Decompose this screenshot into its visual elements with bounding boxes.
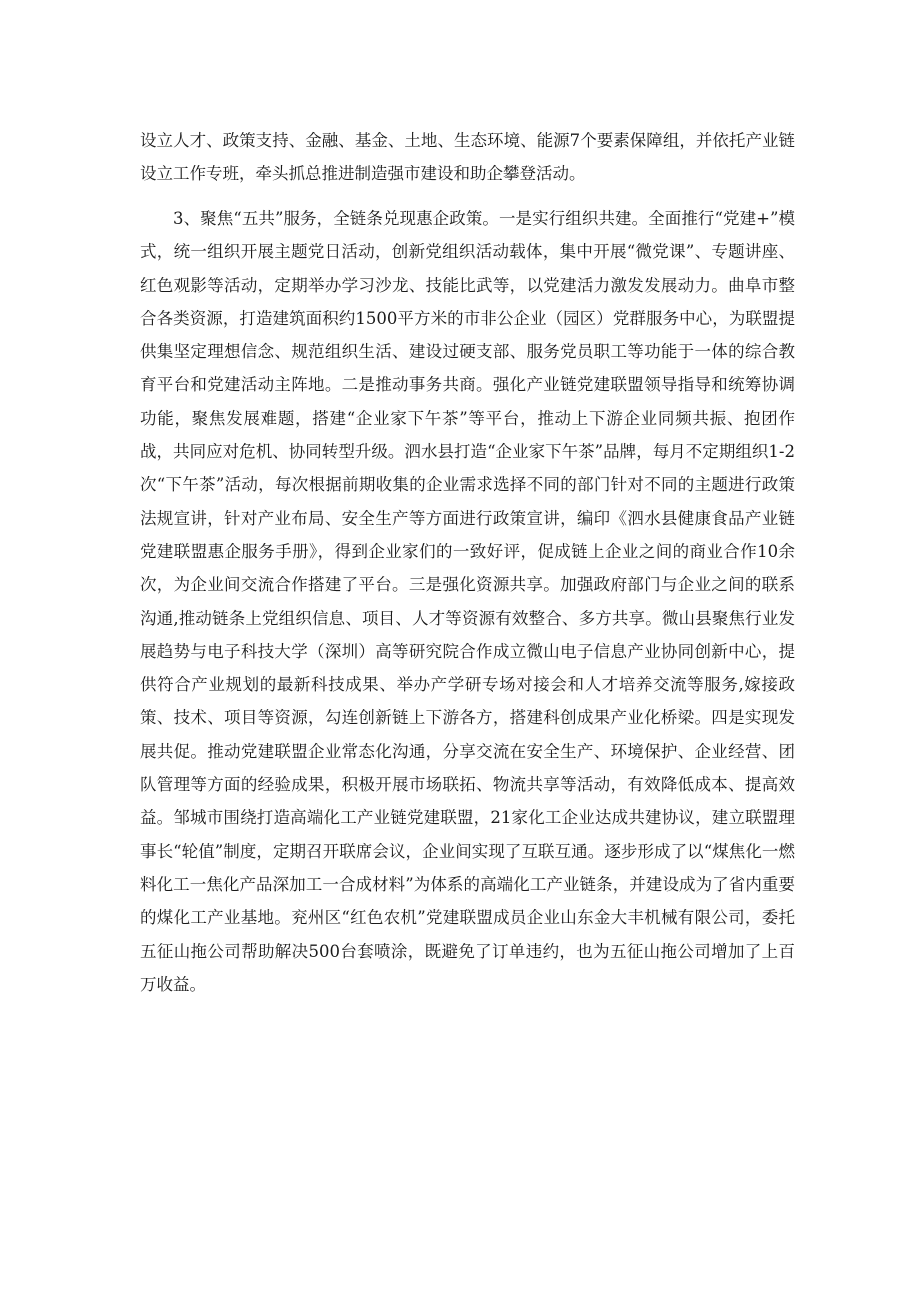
- paragraph-1-text: 设立人才、政策支持、金融、基金、土地、生态环境、能源7个要素保障组，并依托产业链设立工作专班，牵头抓总推进制造强市建设和助企攀登活动。: [140, 131, 795, 184]
- paragraph-2-text: 3、聚焦“五共”服务，全链条兑现惠企政策。一是实行组织共建。全面推行“党建+”模式，统一组织开展主题党日活动，创新党组织活动载体，集中开展“微党课”、专题讲座、红色观影等活动，定期举办学习沙龙、技能比武等，以党建活力激发发展动力。曲阜市整合各类资源，打造建筑面积约1500平方米的市非公企业（园区）党群服务中心，为联盟提供集坚定理想信念、规范组织生活、建设过硬支部、服务党员职工等功能于一体的综合教育平台和党建活动主阵地。二是推动事务共商。强化产业链党建联盟领导指导和统筹协调功能，聚焦发展难题，搭建“企业家下午茶”等平台，推动上下游企业同频共振、抱团作战，共同应对危机、协同转型升级。泗水县打造“企业家下午茶”品牌，每月不定期组织1-2次“下午茶”活动，每次根据前期收集的企业需求选择不同的部门针对不同的主题进行政策法规宣讲，针对产业布局、安全生产等方面进行政策宣讲，编印《泗水县健康食品产业链党建联盟惠企服务手册》，得到企业家们的一致好评，促成链上企业之间的商业合作10余次，为企业间交流合作搭建了平台。三是强化资源共享。加强政府部门与企业之间的联系沟通,推动链条上党组织信息、项目、人才等资源有效整合、多方共享。微山县聚焦行业发展趋势与电子科技大学（深圳）高等研究院合作成立微山电子信息产业协同创新中心，提供符合产业规划的最新科技成果、举办产学研专场对接会和人才培养交流等服务,嫁接政策、技术、项目等资源，勾连创新链上下游各方，搭建科创成果产业化桥梁。四是实现发展共促。推动党建联盟企业常态化沟通，分享交流在安全生产、环境保护、企业经营、团队管理等方面的经验成果，积极开展市场联拓、物流共享等活动，有效降低成本、提高效益。邹城市围绕打造高端化工产业链党建联盟，21家化工企业达成共建协议，建立联盟理事长“轮值”制度，定期召开联席会议，企业间实现了互联互通。逐步形成了以“煤焦化一燃料化工一焦化产品深加工一合成材料”为体系的高端化工产业链条，并建设成为了省内重要的煤化工产业基地。兖州区“红色农机”党建联盟成员企业山东金大丰机械有限公司，委托五征山拖公司帮助解决500台套喷涂，既避免了订单违约，也为五征山拖公司增加了上百万收益。: [140, 209, 795, 994]
- paragraph-2: [140, 202, 795, 1001]
- paragraph-1: [140, 124, 795, 191]
